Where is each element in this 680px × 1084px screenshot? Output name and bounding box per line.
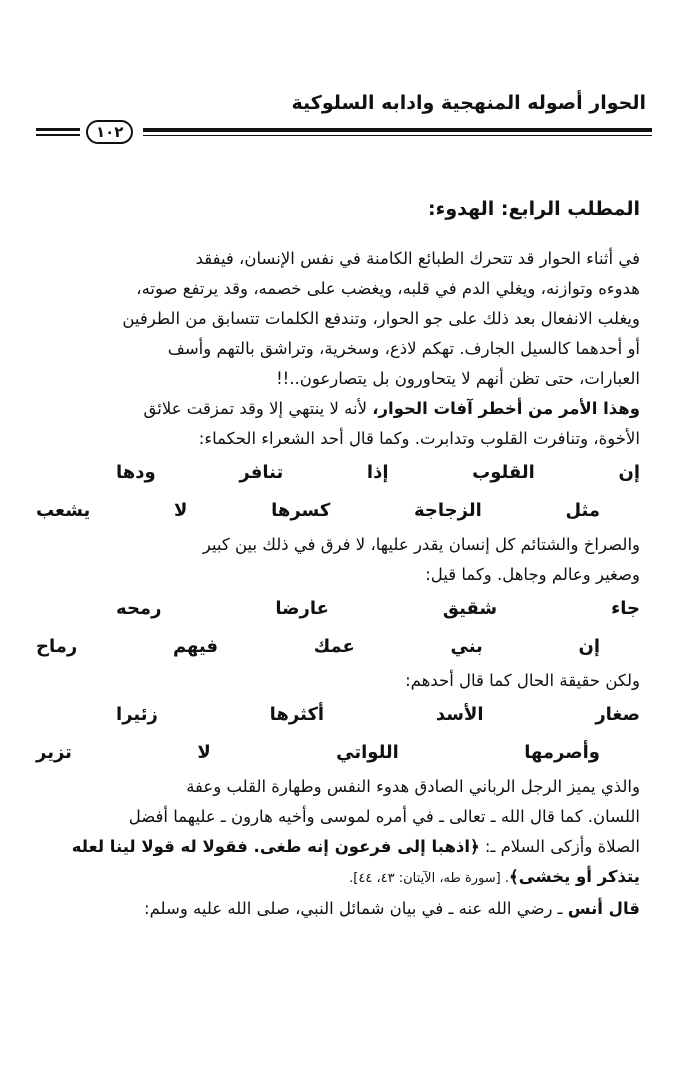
section-heading: المطلب الرابع: الهدوء: xyxy=(428,198,640,220)
paragraph-line xyxy=(36,394,640,424)
paragraph-line xyxy=(36,894,640,924)
verse-word: وأصرمها xyxy=(524,742,600,763)
verse-word: لا xyxy=(197,742,211,763)
verse-word: شقيق xyxy=(442,598,498,619)
verse-word: ودها xyxy=(116,462,156,483)
verse-word: فيهم xyxy=(172,636,219,657)
verse-line xyxy=(36,628,640,666)
verse-word: الأسد xyxy=(435,704,484,725)
verse-line xyxy=(36,734,640,772)
verse-line xyxy=(36,454,640,492)
header-rule-thin xyxy=(143,135,652,136)
page-header xyxy=(28,92,652,150)
paragraph-line: اللسان. كما قال الله ـ تعالى ـ في أمره لموسى وأخيه هارون ـ عليهما أفضل xyxy=(128,807,640,826)
verse-word: كسرها xyxy=(271,500,331,521)
paragraph-line: أو أحدهما كالسيل الجارف. تهكم لاذع، وسخرية، وتراشق بالتهم وأسف xyxy=(167,339,640,358)
quran-verse: يتذكر أو يخشى﴾ xyxy=(509,867,640,886)
verse-word: مثل xyxy=(565,500,600,521)
paragraph-text: ـ رضي الله عنه ـ في بيان شمائل النبي، صلى الله عليه وسلم: xyxy=(144,899,568,918)
verse-word: رمحه xyxy=(116,598,162,619)
paragraph-line: في أثناء الحوار قد تتحرك الطبائع الكامنة في نفس الإنسان، فيفقد xyxy=(195,249,640,268)
verse-word: تنافر xyxy=(239,462,284,483)
paragraph-text: الصلاة وأزكى السلام ـ: xyxy=(479,837,640,856)
verse-word: عارضا xyxy=(275,598,329,619)
paragraph-line: الأخوة، وتنافرت القلوب وتدابرت. وكما قال أحد الشعراء الحكماء: xyxy=(198,429,640,448)
verse-word: إن xyxy=(578,636,600,657)
verse-word: إن xyxy=(618,462,640,483)
paragraph-line: والصراخ والشتائم كل إنسان يقدر عليها، لا فرق في ذلك بين كبير xyxy=(202,535,640,554)
verse-line xyxy=(36,590,640,628)
verse-word: عمك xyxy=(313,636,355,657)
verse-word: أكثرها xyxy=(269,704,325,725)
bold-phrase: وهذا الأمر من أخطر آفات الحوار، xyxy=(372,399,640,418)
verse-word: إذا xyxy=(366,462,389,483)
header-rule xyxy=(143,128,652,132)
bold-phrase: قال أنس xyxy=(567,899,640,918)
header-rule-left-thin xyxy=(36,134,80,136)
header-rule-left xyxy=(36,128,80,131)
verse-line xyxy=(36,696,640,734)
paragraph-line: وصغير وعالم وجاهل. وكما قيل: xyxy=(425,565,640,584)
paragraph-line: ولكن حقيقة الحال كما قال أحدهم: xyxy=(405,671,640,690)
paragraph-line xyxy=(36,832,640,862)
verse-word: زئيرا xyxy=(116,704,158,725)
page-body xyxy=(36,198,640,924)
verse-word: القلوب xyxy=(472,462,535,483)
running-title: الحوار أصوله المنهجية وادابه السلوكية xyxy=(291,92,646,114)
paragraph-line: ويغلب الانفعال بعد ذلك على جو الحوار، وتندفع الكلمات تتسابق من الطرفين xyxy=(122,309,640,328)
verse-word: اللواتي xyxy=(336,742,399,763)
verse-word: رماح xyxy=(36,636,78,657)
verse-word: جاء xyxy=(611,598,640,619)
paragraph-text: لأنه لا ينتهي إلا وقد تمزقت علائق xyxy=(143,399,373,418)
verse-word: لا xyxy=(173,500,188,521)
quran-reference: . [سورة طه، الآيتان: ٤٣، ٤٤]. xyxy=(349,871,510,886)
paragraph-line xyxy=(36,862,640,894)
verse-word: تزير xyxy=(36,742,72,763)
verse-word: الزجاجة xyxy=(414,500,482,521)
paragraph-line: والذي يميز الرجل الرباني الصادق هدوء النفس وطهارة القلب وعفة xyxy=(186,777,640,796)
quran-verse: ﴿اذهبا إلى فرعون إنه طغى. فقولا له قولا لينا لعله xyxy=(71,837,480,856)
page-number: ١٠٢ xyxy=(86,120,133,144)
verse-word: بني xyxy=(450,636,483,657)
verse-line xyxy=(36,492,640,530)
paragraph-line: العبارات، حتى تظن أنهم لا يتحاورون بل يتصارعون..!! xyxy=(276,369,640,388)
verse-word: يشعب xyxy=(36,500,91,521)
verse-word: صغار xyxy=(595,704,640,725)
paragraph-line: هدوءه وتوازنه، ويغلي الدم في قلبه، ويغضب على خصمه، وقد يرتفع صوته، xyxy=(136,279,640,298)
